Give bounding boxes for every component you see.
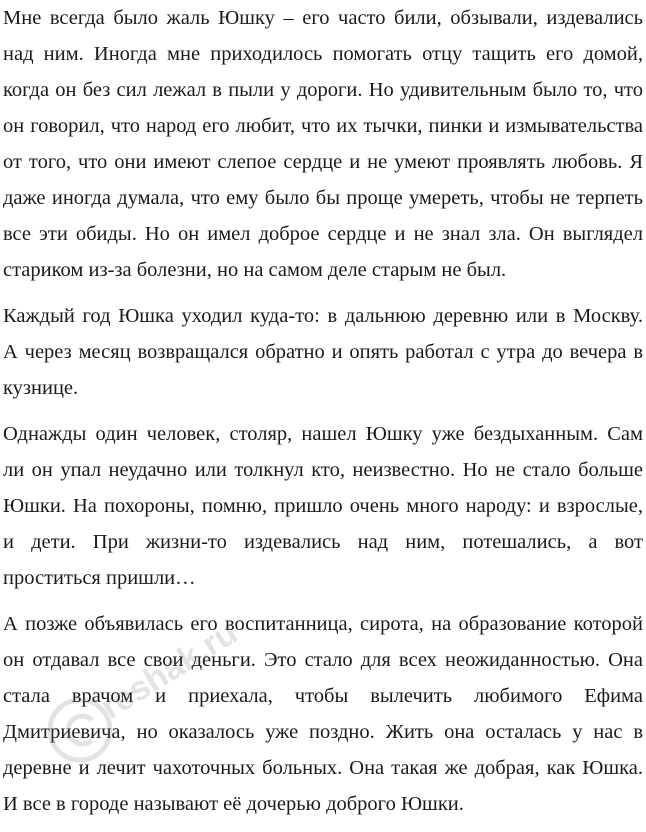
text-line: над ним. Иногда мне приходилось помогать отцу тащить его домой, xyxy=(3,43,643,65)
paragraph-3 xyxy=(3,416,643,596)
watermark-text: reshak.ru xyxy=(94,613,245,727)
text-line: Каждый год Юшка уходил куда-то: в дальнюю деревню или в Москву. xyxy=(3,305,643,327)
text-line: Дмитриевича, но оказалось уже поздно. Жить она осталась у нас в xyxy=(3,721,643,743)
text-line: Мне всегда было жаль Юшку – его часто били, обзывали, издевались xyxy=(3,7,643,29)
text-line: А позже объявилась его воспитанница, сирота, на образование которой xyxy=(3,613,643,635)
text-line: Юшки. На похороны, помню, пришло очень много народу: и взрослые, xyxy=(3,495,643,517)
paragraph-4 xyxy=(3,606,643,822)
text-line: деревне и лечит чахоточных больных. Она такая же добрая, как Юшка. xyxy=(3,757,643,779)
document-body xyxy=(3,0,643,832)
text-line: он отдавал все свои деньги. Это стало для всех неожиданностью. Она xyxy=(3,649,643,671)
text-line: все эти обиды. Но он имел доброе сердце и не знал зла. Он выглядел xyxy=(3,223,643,245)
text-line: и дети. При жизни-то издевались над ним, потешались, а вот xyxy=(3,531,643,553)
text-line: А через месяц возвращался обратно и опять работал с утра до вечера в xyxy=(3,341,643,363)
text-line: И все в городе называют её дочерью доброго Юшки. xyxy=(3,793,464,815)
text-line: стариком из-за болезни, но на самом деле старым не был. xyxy=(3,259,507,281)
paragraph-2 xyxy=(3,298,643,406)
text-line: от того, что они имеют слепое сердце и не умеют проявлять любовь. Я xyxy=(3,151,643,173)
text-line: даже иногда думала, что ему было бы проще умереть, чтобы не терпеть xyxy=(3,187,643,209)
text-line: ли он упал неудачно или толкнул кто, неизвестно. Но не стало больше xyxy=(3,459,643,481)
text-line: когда он без сил лежал в пыли у дороги. Но удивительным было то, что xyxy=(3,79,643,101)
text-line: стала врачом и приехала, чтобы вылечить любимого Ефима xyxy=(3,685,643,707)
text-line: кузнице. xyxy=(3,377,79,399)
text-line: проститься пришли… xyxy=(3,567,196,589)
text-line: он говорил, что народ его любит, что их тычки, пинки и измывательства xyxy=(3,115,643,137)
text-line: Однажды один человек, столяр, нашел Юшку уже бездыханным. Сам xyxy=(3,423,643,445)
paragraph-1 xyxy=(3,0,643,288)
